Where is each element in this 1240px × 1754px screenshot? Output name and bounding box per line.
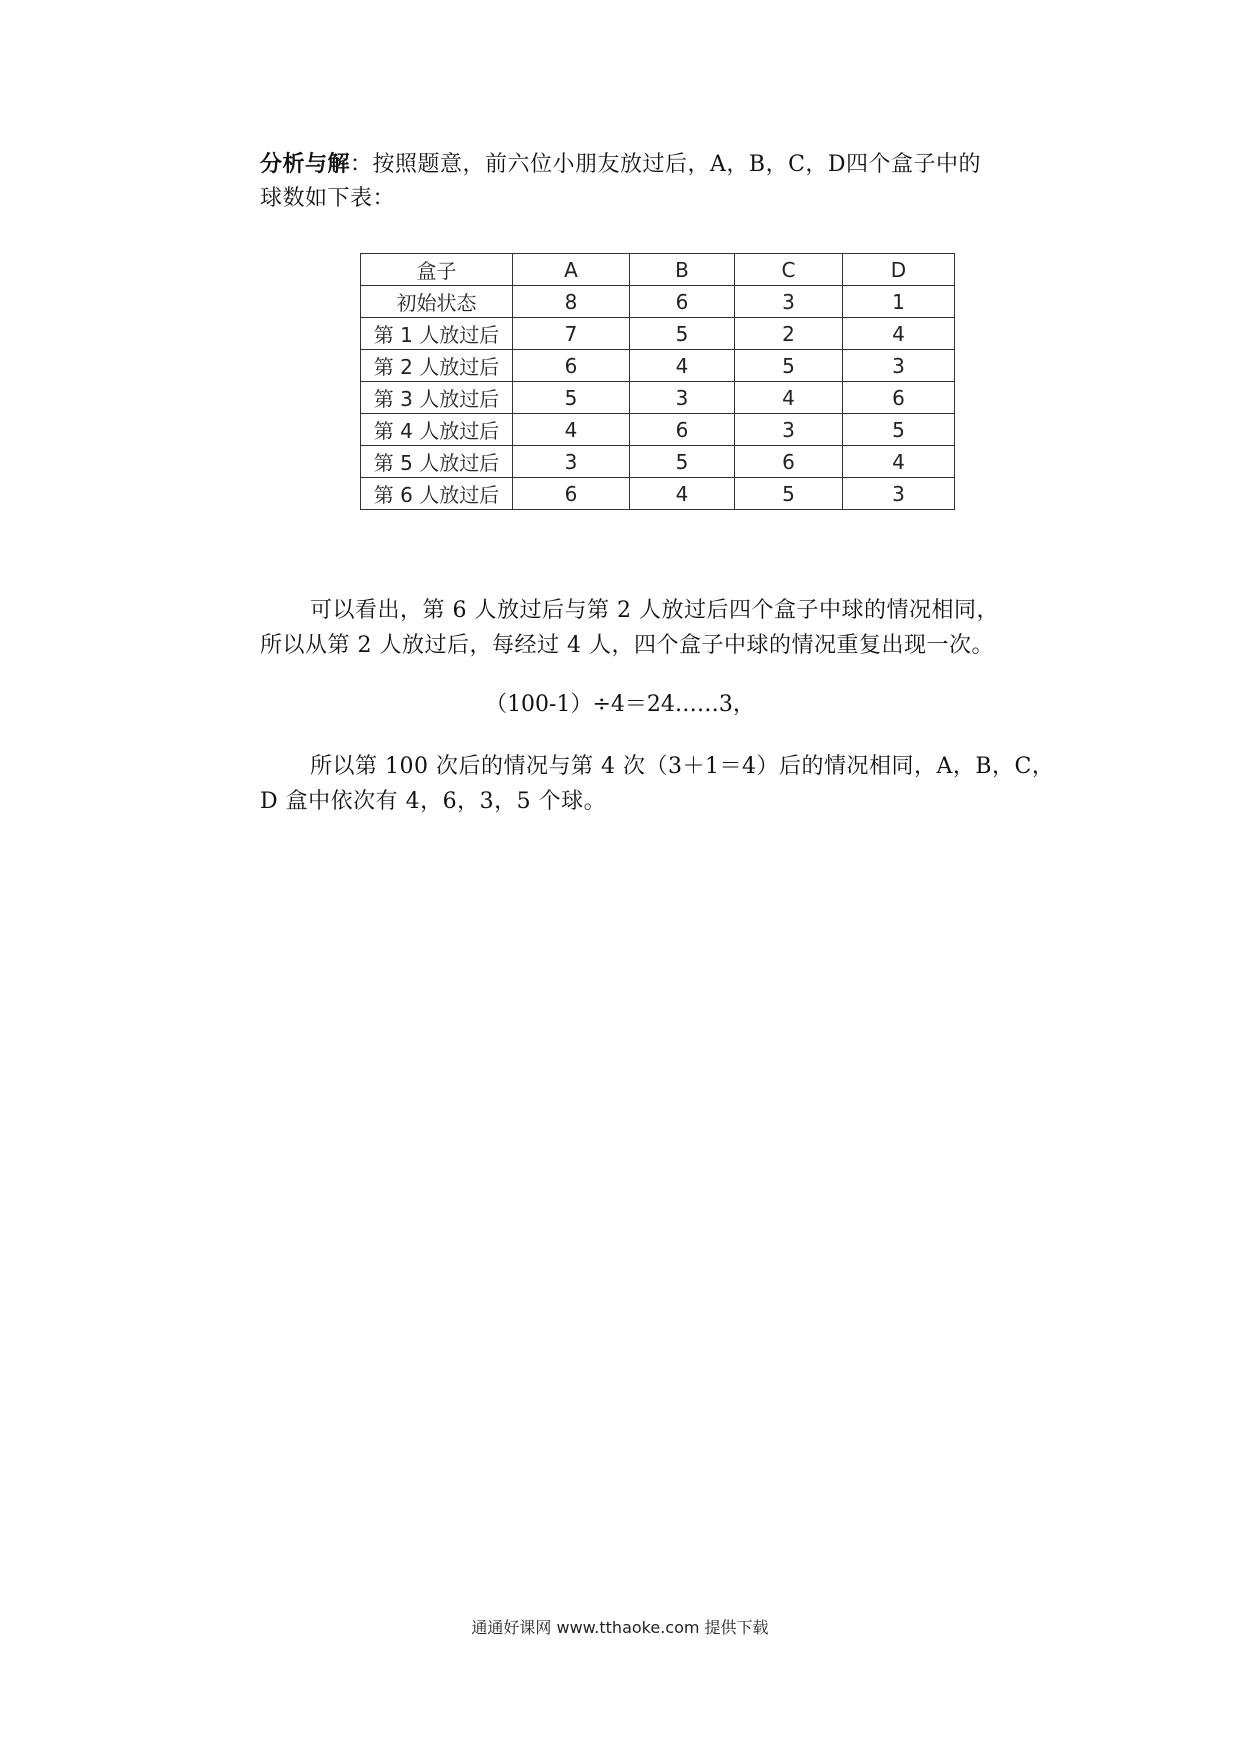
table-cell: 5 — [630, 318, 735, 350]
table-cell: 5 — [735, 478, 843, 510]
table-cell: 3 — [843, 478, 955, 510]
table-cell: 6 — [630, 414, 735, 446]
table-cell: 8 — [513, 286, 630, 318]
observation-line-2: 所以从第 2 人放过后，每经过 4 人，四个盒子中球的情况重复出现一次。 — [260, 633, 994, 658]
row-label-cell: 第 1 人放过后 — [361, 318, 513, 350]
table-row — [361, 446, 955, 478]
table-cell: 1 — [843, 286, 955, 318]
conclusion-line-2: D 盒中依次有 4，6，3，5 个球。 — [260, 789, 607, 814]
footer-credit: 通通好课网 www.tthaoke.com 提供下载 — [471, 1618, 769, 1637]
table-cell: 5 — [513, 382, 630, 414]
row-label-cell: 第 6 人放过后 — [361, 478, 513, 510]
table-cell: 4 — [630, 350, 735, 382]
table-row — [361, 382, 955, 414]
table-cell: 3 — [735, 286, 843, 318]
table-cell: 3 — [630, 382, 735, 414]
row-label-cell: 初始状态 — [361, 286, 513, 318]
row-label-cell: 第 2 人放过后 — [361, 350, 513, 382]
table-header-cell: 盒子 — [361, 254, 513, 286]
analysis-line-2: 球数如下表： — [260, 186, 396, 211]
row-label-cell: 第 3 人放过后 — [361, 382, 513, 414]
table-cell: 6 — [630, 286, 735, 318]
table-cell: 5 — [630, 446, 735, 478]
row-label-cell: 第 5 人放过后 — [361, 446, 513, 478]
table-cell: 6 — [735, 446, 843, 478]
table-header-cell: D — [843, 254, 955, 286]
table-cell: 4 — [513, 414, 630, 446]
table-cell: 5 — [735, 350, 843, 382]
analysis-heading: 分析与解 — [260, 152, 351, 177]
analysis-line-1-text: ：按照题意，前六位小朋友放过后，A，B，C，D四个盒子中的 — [350, 152, 982, 177]
table-cell: 6 — [843, 382, 955, 414]
table-cell: 6 — [513, 350, 630, 382]
table-cell: 3 — [513, 446, 630, 478]
table-cell: 3 — [735, 414, 843, 446]
table-cell: 4 — [630, 478, 735, 510]
table-cell: 4 — [735, 382, 843, 414]
table-body — [361, 254, 955, 510]
table-row — [361, 414, 955, 446]
table-header-cell: A — [513, 254, 630, 286]
observation-line-1: 可以看出，第 6 人放过后与第 2 人放过后四个盒子中球的情况相同， — [310, 598, 999, 623]
table-row — [361, 318, 955, 350]
division-formula: （100-1）÷4＝24……3， — [485, 692, 755, 717]
table-cell: 7 — [513, 318, 630, 350]
table-header-cell: B — [630, 254, 735, 286]
table-cell: 6 — [513, 478, 630, 510]
table-cell: 3 — [843, 350, 955, 382]
table-cell: 2 — [735, 318, 843, 350]
analysis-line-1 — [260, 150, 981, 180]
table-cell: 5 — [843, 414, 955, 446]
table-header-cell: C — [735, 254, 843, 286]
table-row — [361, 350, 955, 382]
table-cell: 4 — [843, 446, 955, 478]
row-label-cell: 第 4 人放过后 — [361, 414, 513, 446]
table-cell: 4 — [843, 318, 955, 350]
box-ball-table — [360, 253, 955, 510]
table-header-row — [361, 254, 955, 286]
conclusion-line-1: 所以第 100 次后的情况与第 4 次（3＋1＝4）后的情况相同，A，B，C， — [310, 754, 1055, 779]
table-row — [361, 478, 955, 510]
table-row — [361, 286, 955, 318]
